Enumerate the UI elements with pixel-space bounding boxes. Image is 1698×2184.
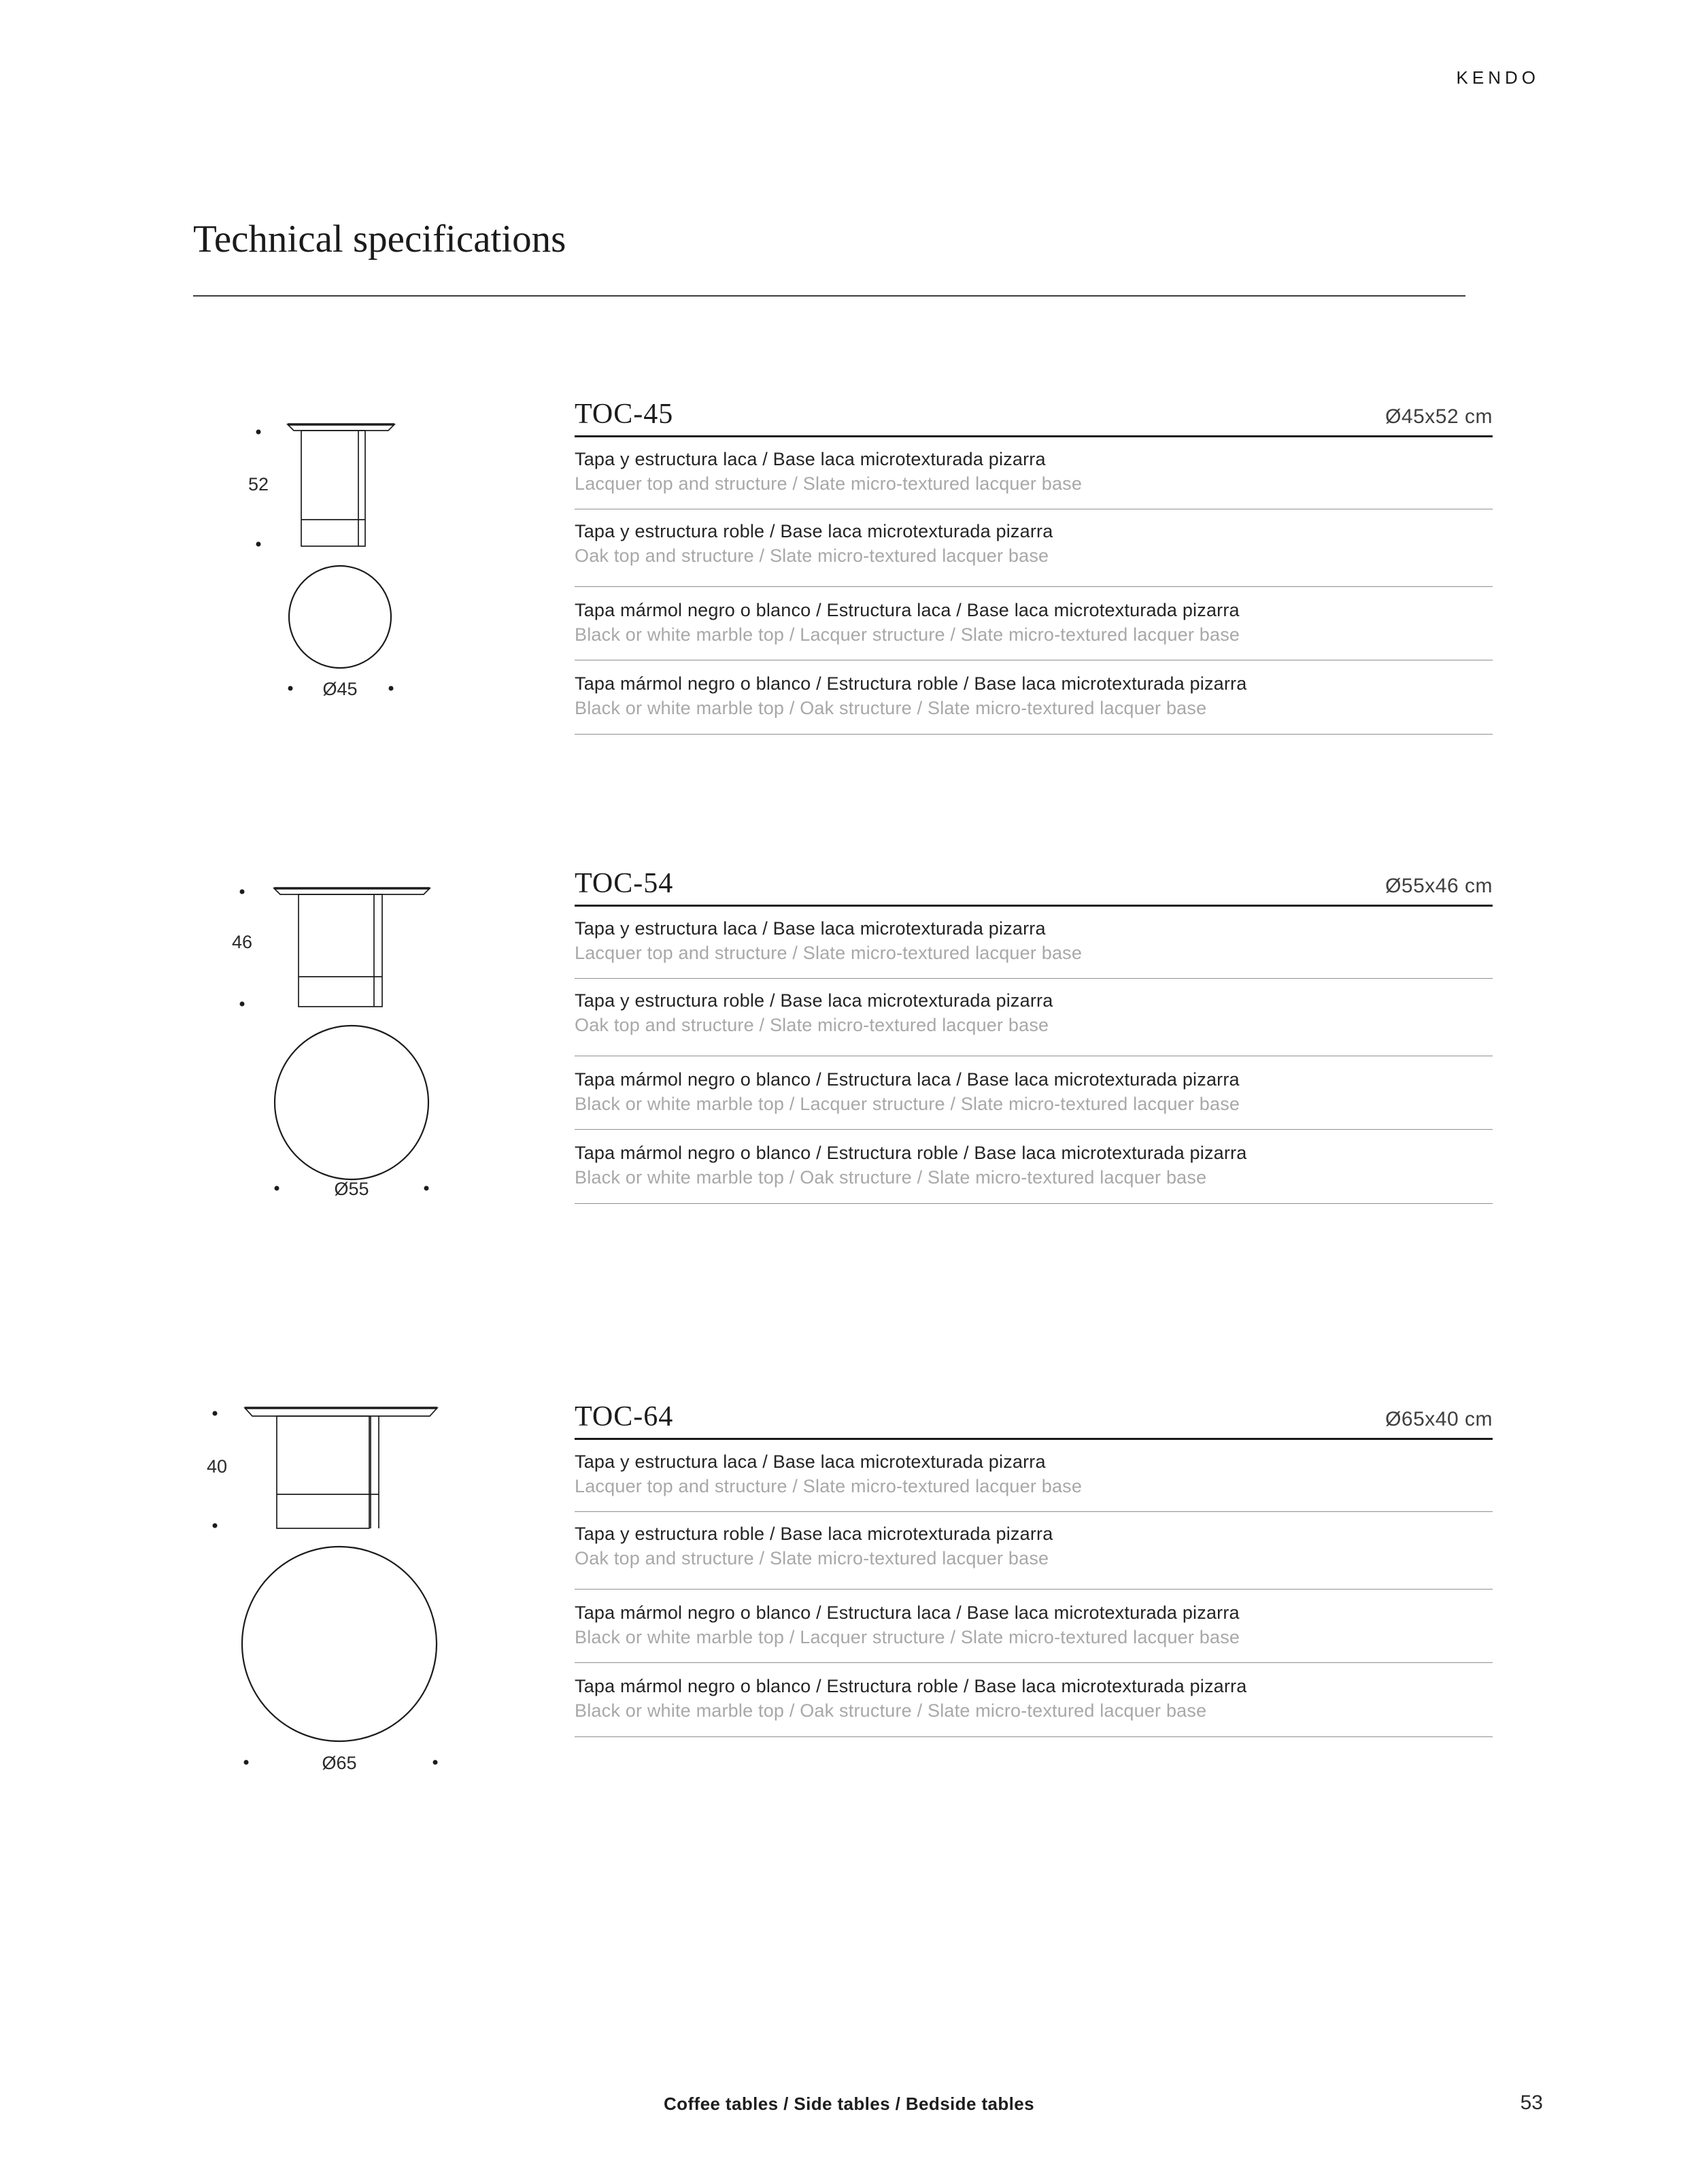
title-rule bbox=[193, 295, 1465, 297]
product-header bbox=[575, 400, 1493, 437]
spec-text-en: Lacquer top and structure / Slate micro-textured lacquer base bbox=[575, 943, 1083, 963]
spec-rows bbox=[575, 907, 1493, 1204]
spec-text-es: Tapa mármol negro o blanco / Estructura roble / Base laca microtexturada pizarra bbox=[575, 1676, 1247, 1696]
top-view-diagram bbox=[275, 1026, 429, 1199]
spec-text-en: Black or white marble top / Lacquer structure / Slate micro-textured lacquer base bbox=[575, 624, 1240, 645]
top-view-diagram bbox=[242, 1547, 438, 1773]
top-view-diagram bbox=[288, 566, 394, 699]
footer-categories: Coffee tables / Side tables / Bedside tables bbox=[664, 2094, 1034, 2114]
side-view-diagram bbox=[248, 424, 394, 547]
dimension-dot bbox=[288, 686, 293, 691]
spec-text-es: Tapa mármol negro o blanco / Estructura laca / Base laca microtexturada pizarra bbox=[575, 600, 1240, 620]
dimension-dot bbox=[275, 1186, 279, 1191]
product-code: TOC-64 bbox=[575, 1401, 674, 1432]
spec-text-en: Black or white marble top / Oak structure / Slate micro-textured lacquer base bbox=[575, 1167, 1207, 1188]
spec-text-es: Tapa mármol negro o blanco / Estructura roble / Base laca microtexturada pizarra bbox=[575, 1143, 1247, 1163]
spec-row bbox=[575, 1056, 1493, 1130]
dimension-dot bbox=[244, 1760, 249, 1765]
brand-logo: KENDO bbox=[1456, 67, 1540, 88]
dimension-dot bbox=[213, 1411, 218, 1416]
spec-row bbox=[575, 1130, 1493, 1204]
height-dimension-label: 40 bbox=[206, 1456, 227, 1477]
product-dimensions: Ø55x46 cm bbox=[1385, 875, 1493, 897]
dimension-dot bbox=[240, 890, 245, 894]
spec-row bbox=[575, 587, 1493, 660]
side-view-diagram bbox=[207, 1408, 437, 1528]
spec-text-en: Oak top and structure / Slate micro-textured lacquer base bbox=[575, 1015, 1049, 1035]
product-section-toc-54 bbox=[575, 869, 1493, 1204]
spec-rows bbox=[575, 1440, 1493, 1737]
spec-text-es: Tapa mármol negro o blanco / Estructura laca / Base laca microtexturada pizarra bbox=[575, 1069, 1240, 1090]
product-header bbox=[575, 1402, 1493, 1440]
spec-text-es: Tapa y estructura laca / Base laca microtexturada pizarra bbox=[575, 1451, 1046, 1472]
spec-text-en: Black or white marble top / Lacquer structure / Slate micro-textured lacquer base bbox=[575, 1627, 1240, 1647]
product-section-toc-45 bbox=[575, 400, 1493, 735]
dimension-dot bbox=[433, 1760, 438, 1765]
dimension-dot bbox=[256, 542, 261, 547]
diagram-toc-45 bbox=[204, 401, 476, 728]
product-code: TOC-45 bbox=[575, 399, 674, 430]
spec-text-en: Black or white marble top / Oak structure / Slate micro-textured lacquer base bbox=[575, 698, 1207, 718]
spec-text-es: Tapa mármol negro o blanco / Estructura roble / Base laca microtexturada pizarra bbox=[575, 673, 1247, 694]
spec-text-en: Black or white marble top / Oak structure / Slate micro-textured lacquer base bbox=[575, 1700, 1207, 1721]
spec-row bbox=[575, 509, 1493, 587]
spec-text-en: Black or white marble top / Lacquer structure / Slate micro-textured lacquer base bbox=[575, 1094, 1240, 1114]
diagram-toc-54 bbox=[204, 877, 476, 1211]
product-section-toc-64 bbox=[575, 1402, 1493, 1737]
spec-text-en: Lacquer top and structure / Slate micro-textured lacquer base bbox=[575, 1476, 1083, 1496]
spec-text-en: Oak top and structure / Slate micro-textured lacquer base bbox=[575, 1548, 1049, 1568]
side-view-diagram bbox=[232, 888, 430, 1007]
dimension-dot bbox=[424, 1186, 429, 1191]
product-dimensions: Ø45x52 cm bbox=[1385, 405, 1493, 428]
height-dimension-label: 52 bbox=[248, 474, 269, 494]
height-dimension-label: 46 bbox=[231, 932, 252, 952]
product-code: TOC-54 bbox=[575, 868, 674, 899]
diagram-toc-64 bbox=[197, 1401, 483, 1782]
spec-row bbox=[575, 1440, 1493, 1512]
spec-text-es: Tapa mármol negro o blanco / Estructura laca / Base laca microtexturada pizarra bbox=[575, 1602, 1240, 1623]
product-header bbox=[575, 869, 1493, 907]
spec-text-es: Tapa y estructura laca / Base laca microtexturada pizarra bbox=[575, 918, 1046, 939]
page-title: Technical specifications bbox=[193, 218, 566, 261]
spec-text-en: Oak top and structure / Slate micro-textured lacquer base bbox=[575, 545, 1049, 566]
spec-text-es: Tapa y estructura roble / Base laca microtexturada pizarra bbox=[575, 521, 1053, 541]
spec-text-es: Tapa y estructura roble / Base laca microtexturada pizarra bbox=[575, 1524, 1053, 1544]
spec-row bbox=[575, 660, 1493, 735]
diameter-dimension-label: Ø55 bbox=[334, 1179, 369, 1199]
diameter-dimension-label: Ø45 bbox=[322, 679, 358, 699]
spec-text-es: Tapa y estructura roble / Base laca microtexturada pizarra bbox=[575, 990, 1053, 1011]
dimension-dot bbox=[389, 686, 394, 691]
page-number: 53 bbox=[1520, 2091, 1543, 2114]
spec-row bbox=[575, 437, 1493, 509]
dimension-dot bbox=[213, 1524, 218, 1528]
spec-row bbox=[575, 1663, 1493, 1737]
dimension-dot bbox=[240, 1002, 245, 1007]
spec-row bbox=[575, 1512, 1493, 1590]
spec-text-es: Tapa y estructura laca / Base laca microtexturada pizarra bbox=[575, 449, 1046, 469]
spec-rows bbox=[575, 437, 1493, 735]
spec-row bbox=[575, 907, 1493, 979]
spec-text-en: Lacquer top and structure / Slate micro-textured lacquer base bbox=[575, 473, 1083, 494]
diameter-dimension-label: Ø65 bbox=[322, 1753, 357, 1773]
spec-row bbox=[575, 979, 1493, 1056]
dimension-dot bbox=[256, 430, 261, 435]
spec-row bbox=[575, 1590, 1493, 1663]
product-dimensions: Ø65x40 cm bbox=[1385, 1408, 1493, 1430]
